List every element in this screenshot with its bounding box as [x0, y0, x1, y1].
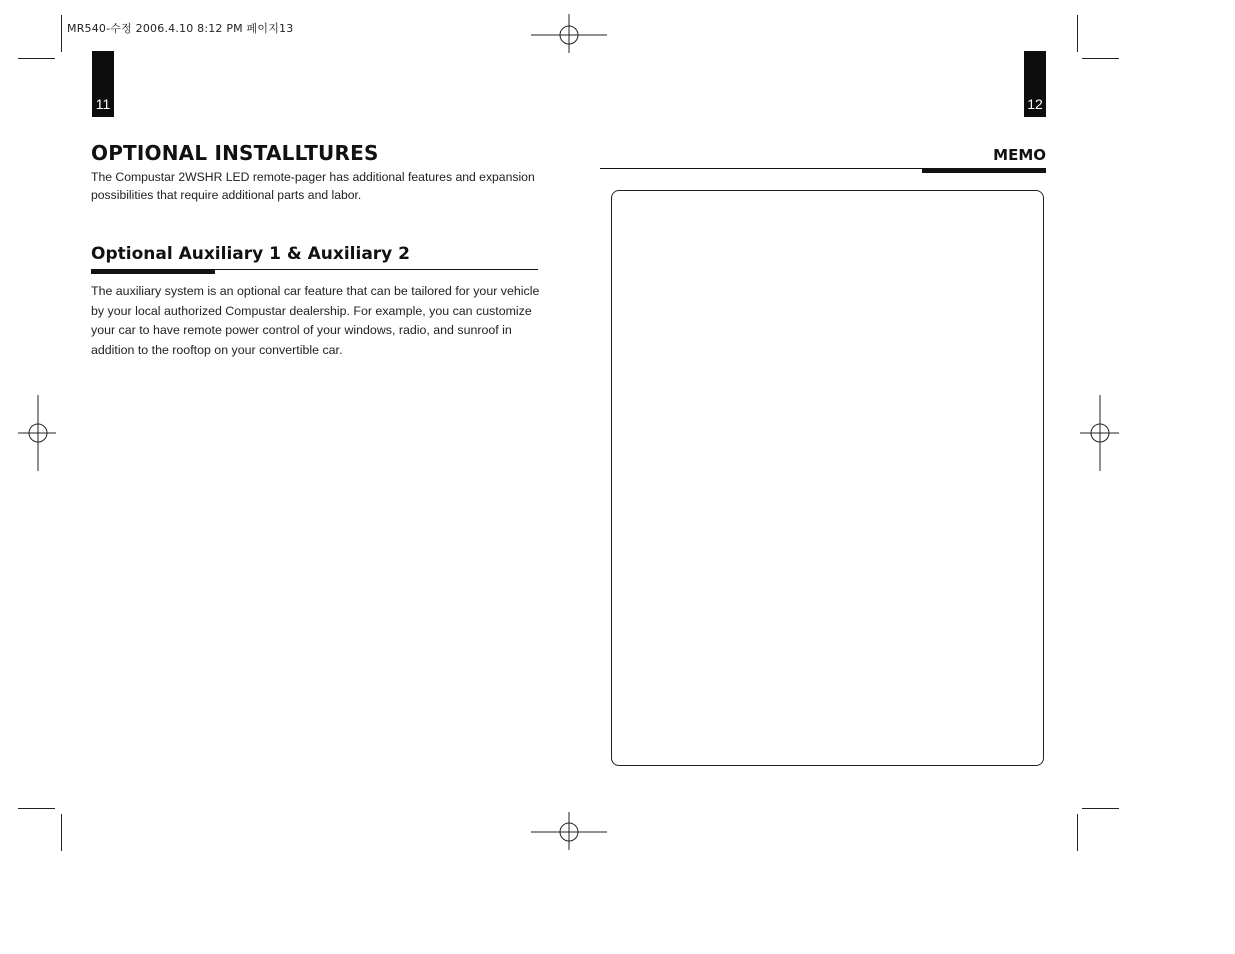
- registration-mark-bottom: [531, 794, 607, 870]
- section-paragraph: The auxiliary system is an optional car feature that can be tailored for your vehicle by your local authorized Compustar dealership. For example, you can customize your car to have remote power control of your windows, radio, and sunroof in addition to the rooftop on your convertible car.: [91, 284, 540, 357]
- page-number-right: 12: [1027, 96, 1043, 112]
- memo-divider-accent: [922, 168, 1046, 173]
- memo-title: MEMO: [993, 146, 1046, 164]
- crop-mark: [61, 15, 62, 52]
- registration-mark-top: [531, 0, 607, 73]
- registration-mark-left: [0, 395, 76, 471]
- registration-mark-right: [1062, 395, 1138, 471]
- section-title: Optional Auxiliary 1 & Auxiliary 2: [91, 244, 411, 264]
- crop-mark: [1077, 814, 1078, 851]
- page-title: OPTIONAL INSTALLTURES: [91, 141, 379, 165]
- page-number-tab-left: [92, 51, 114, 117]
- crop-mark: [1077, 15, 1078, 52]
- page-number-left: 11: [95, 96, 111, 112]
- section-divider-accent: [91, 269, 215, 274]
- crop-mark: [61, 814, 62, 851]
- crop-mark: [18, 58, 55, 59]
- crop-mark: [1082, 58, 1119, 59]
- memo-box: [611, 190, 1044, 766]
- intro-paragraph: The Compustar 2WSHR LED remote-pager has additional features and expansion possibilities that require additional parts and labor.: [91, 170, 535, 202]
- page-number-tab-right: [1024, 51, 1046, 117]
- print-slug: MR540-수정 2006.4.10 8:12 PM 페이지13: [67, 22, 294, 35]
- crop-mark: [1082, 808, 1119, 809]
- crop-mark: [18, 808, 55, 809]
